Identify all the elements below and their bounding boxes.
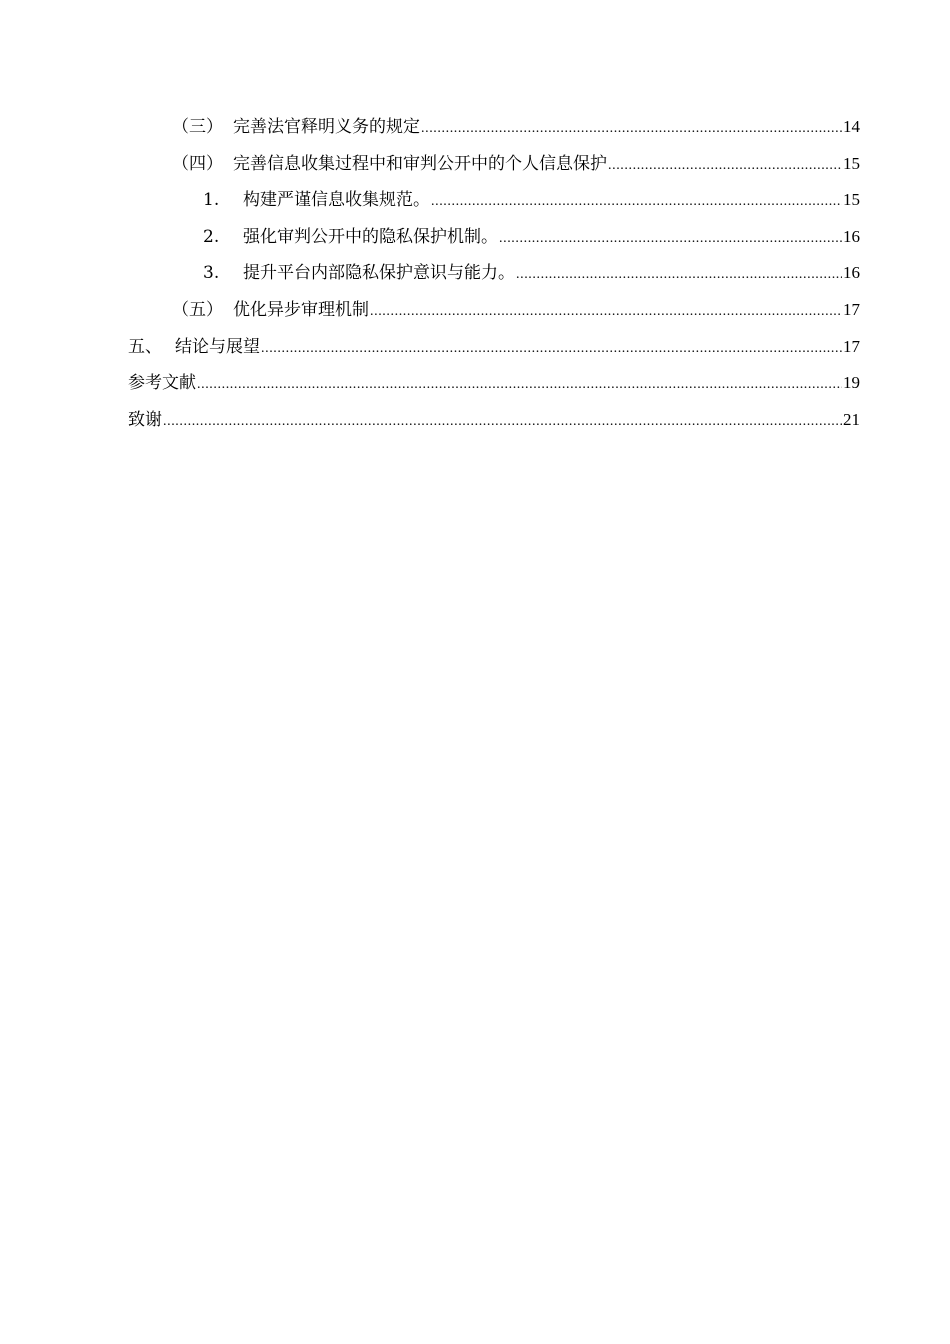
toc-entry-title: 致谢	[128, 409, 162, 430]
toc-dot-leader	[163, 409, 842, 435]
toc-dot-leader	[499, 226, 842, 252]
toc-entry-number: 1.	[203, 190, 220, 211]
toc-dot-leader	[370, 299, 842, 325]
toc-entry-number: 2.	[203, 226, 220, 247]
toc-entry[interactable]	[128, 297, 860, 334]
toc-entry[interactable]	[128, 224, 860, 261]
toc-entry-page: 15	[843, 190, 860, 210]
toc-entry-page: 17	[843, 336, 860, 356]
toc-entry[interactable]	[128, 334, 860, 371]
toc-entry-number: （五）	[172, 299, 223, 320]
toc-entry[interactable]	[128, 187, 860, 224]
toc-entry-title: 提升平台内部隐私保护意识与能力。	[243, 263, 515, 284]
toc-dot-leader	[431, 189, 842, 215]
toc-dot-leader	[421, 116, 842, 142]
toc-entry-page: 16	[843, 263, 860, 283]
toc-entry-page: 19	[843, 373, 860, 393]
toc-entry-page: 17	[843, 299, 860, 319]
toc-entry-title: 优化异步审理机制	[233, 299, 369, 320]
toc-entry-page: 15	[843, 153, 860, 173]
toc-dot-leader	[608, 153, 842, 179]
toc-entry-number: 五、	[128, 336, 162, 357]
toc-entry-number: （四）	[172, 153, 223, 174]
toc-entry[interactable]	[128, 370, 860, 407]
toc-entry-title: 完善信息收集过程中和审判公开中的个人信息保护	[233, 153, 607, 174]
toc-dot-leader	[197, 372, 842, 398]
toc-entry-page: 14	[843, 117, 860, 136]
table-of-contents	[128, 114, 860, 443]
toc-entry-page: 21	[843, 409, 860, 429]
toc-entry-title: 强化审判公开中的隐私保护机制。	[243, 226, 498, 247]
toc-entry-title: 构建严谨信息收集规范。	[243, 190, 430, 211]
toc-entry[interactable]	[128, 407, 860, 444]
toc-entry-number: （三）	[172, 117, 223, 137]
toc-entry-title: 完善法官释明义务的规定	[233, 117, 420, 137]
toc-entry-page: 16	[843, 226, 860, 246]
toc-dot-leader	[261, 336, 842, 362]
toc-entry[interactable]	[128, 151, 860, 188]
toc-entry[interactable]	[128, 260, 860, 297]
toc-entry-title: 参考文献	[128, 373, 196, 394]
toc-entry[interactable]	[128, 114, 860, 151]
toc-entry-number: 3.	[203, 263, 220, 284]
toc-entry-title: 结论与展望	[175, 336, 260, 357]
toc-dot-leader	[516, 262, 842, 288]
